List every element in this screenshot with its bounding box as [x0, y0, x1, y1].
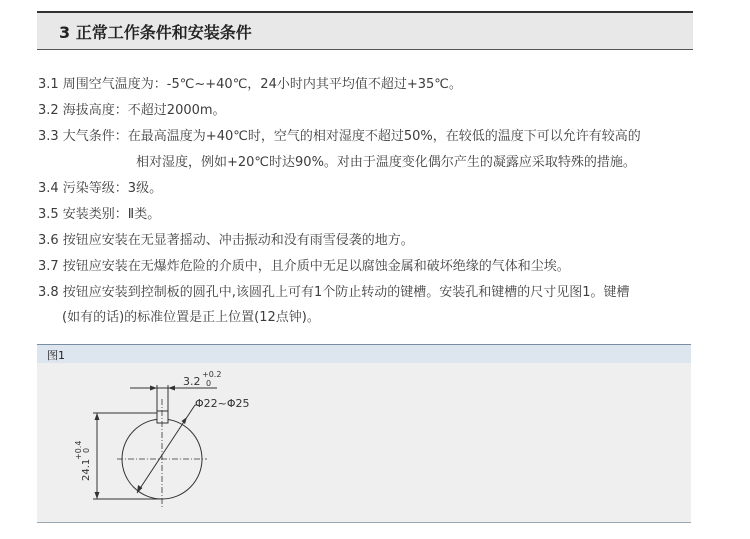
item-3-5: 3.5 安装类别：Ⅱ类。	[38, 207, 161, 222]
height-tol-upper: +0.4	[74, 440, 83, 460]
item-3-7: 3.7 按钮应安装在无爆炸危险的介质中，且介质中无足以腐蚀金属和破坏绝缘的气体和尘埃。	[38, 259, 570, 274]
item-3-2: 3.2 海拔高度：不超过2000m。	[38, 103, 226, 118]
item-3-8-cont: (如有的话)的标准位置是正上位置(12点钟)。	[62, 310, 320, 325]
slot-width-tol-lower: 0	[206, 379, 212, 388]
key-slot	[157, 411, 168, 423]
section-header	[37, 11, 693, 50]
slot-width-tol-upper: +0.2	[202, 370, 222, 379]
height-label: 24.1	[81, 458, 92, 481]
diameter-label: Φ22~Φ25	[195, 397, 250, 410]
item-3-1: 3.1 周围空气温度为：-5℃~+40℃，24小时内其平均值不超过+35℃。	[38, 77, 462, 92]
item-3-3: 3.3 大气条件：在最高温度为+40℃时，空气的相对湿度不超过50%，在较低的温度下可以允许有较高的	[38, 129, 641, 144]
figure-header	[37, 344, 691, 364]
slot-width-label: 3.2	[183, 375, 201, 388]
item-3-8: 3.8 按钮应安装到控制板的圆孔中,该圆孔上可有1个防止转动的键槽。安装孔和键槽的尺寸见图1。键槽	[38, 285, 630, 300]
figure-panel	[37, 363, 691, 523]
item-3-4: 3.4 污染等级：3级。	[38, 181, 163, 196]
item-3-3-cont: 相对湿度，例如+20℃时达90%。对由于温度变化偶尔产生的凝露应采取特殊的措施。	[136, 155, 636, 170]
mounting-hole-drawing	[37, 363, 691, 522]
item-3-6: 3.6 按钮应安装在无显著摇动、冲击振动和没有雨雪侵袭的地方。	[38, 233, 414, 248]
section-title: 3 正常工作条件和安装条件	[59, 23, 252, 42]
figure-title: 图1	[47, 349, 65, 362]
height-tol-lower: 0	[82, 447, 91, 453]
